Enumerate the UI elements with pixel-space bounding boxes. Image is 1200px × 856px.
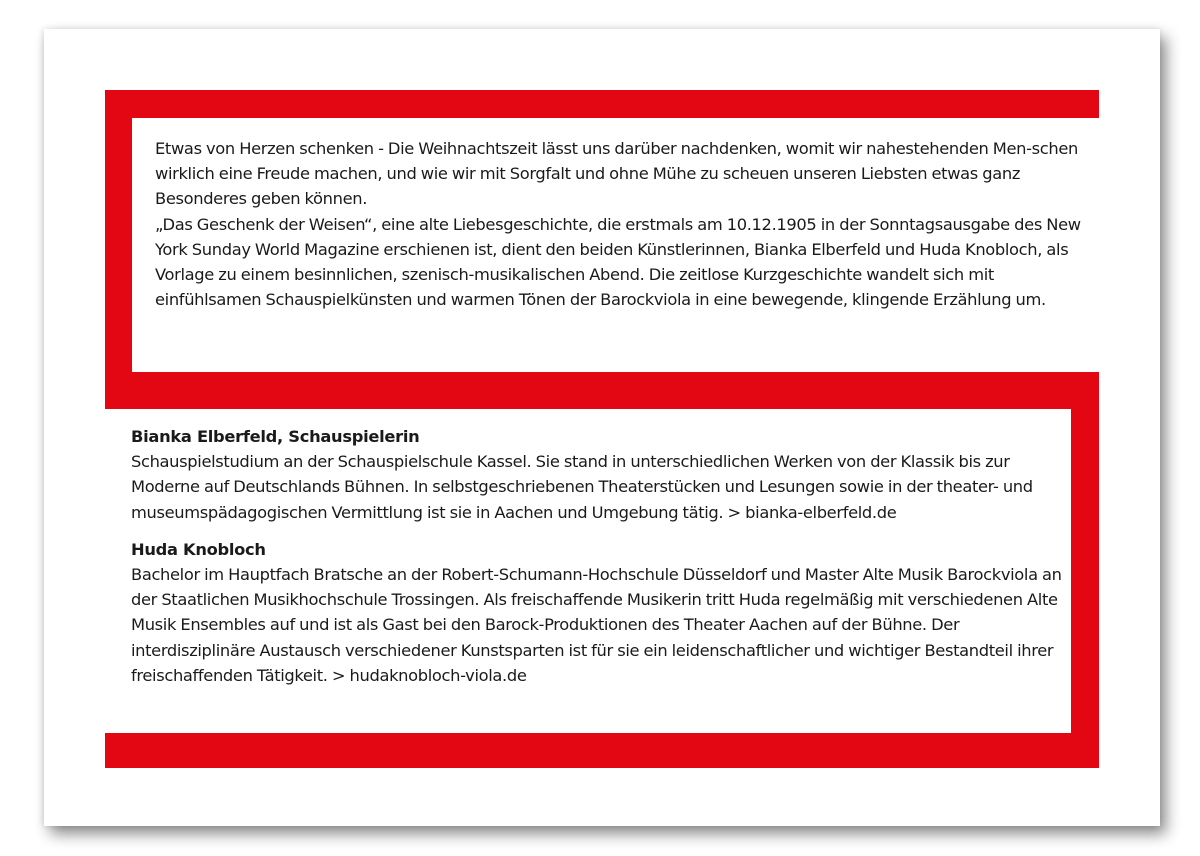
frame-bottom-bar bbox=[105, 733, 1099, 768]
bio-name: Huda Knobloch bbox=[131, 539, 266, 559]
bio-name: Bianka Elberfeld, Schauspielerin bbox=[131, 427, 420, 446]
intro-paragraph: Etwas von Herzen schenken - Die Weihnachtszeit lässt uns darüber nachdenken, womit wir nahestehenden Men-schen wirklich eine Freude machen, und wie wir mit Sorgfalt und ohne Mühe zu scheuen unseren Liebsten etwas ganz Besonderes geben können. bbox=[155, 139, 1078, 209]
bio-text: Bachelor im Hauptfach Bratsche an der Robert-Schumann-Hochschule Düsseldorf und Master Alte Musik Barockviola an der Staatlichen Musikhochschule Trossingen. Als freischaffende Musikerin tritt Huda regelmäßig mit verschiedenen Alte Musik Ensembles auf und ist als Gast bei den Barock-Produktionen des Theater Aachen auf der Bühne. Der interdisziplinäre Austausch verschiedener Kunstsparten ist für sie ein leidenschaftlicher und wichtiger Bestandteil ihrer freischaffenden Tätigkeit. > hudaknobloch-viola.de bbox=[131, 565, 1062, 685]
intro-paragraph: „Das Geschenk der Weisen“, eine alte Liebesgeschichte, die erstmals am 10.12.1905 in der Sonntagsausgabe des New York Sunday World Magazine erschienen ist, dient den beiden Künstlerinnen, Bianka Elberfeld und Huda Knobloch, als Vorlage zu einem besinnlichen, szenisch-musikalischen Abend. Die zeitlose Kurzgeschichte wandelt sich mit einfühlsamen Schauspielkünsten und warmen Tönen der Barockviola in eine bewegende, klingende Erzählung um. bbox=[155, 214, 1081, 310]
frame-right-bar bbox=[1071, 372, 1099, 768]
frame-middle-bar bbox=[105, 372, 1099, 409]
bios-section bbox=[131, 424, 1071, 688]
bio-huda bbox=[131, 537, 1071, 688]
bio-bianka bbox=[131, 424, 1071, 525]
intro-text bbox=[155, 136, 1097, 312]
bio-text: Schauspielstudium an der Schauspielschule Kassel. Sie stand in unterschiedlichen Werken von der Klassik bis zur Moderne auf Deutschlands Bühnen. In selbstgeschriebenen Theaterstücken und Lesungen sowie in der theater- und museumspädagogischen Vermittlung ist sie in Aachen und Umgebung tätig. > bianka-elberfeld.de bbox=[131, 452, 1033, 522]
